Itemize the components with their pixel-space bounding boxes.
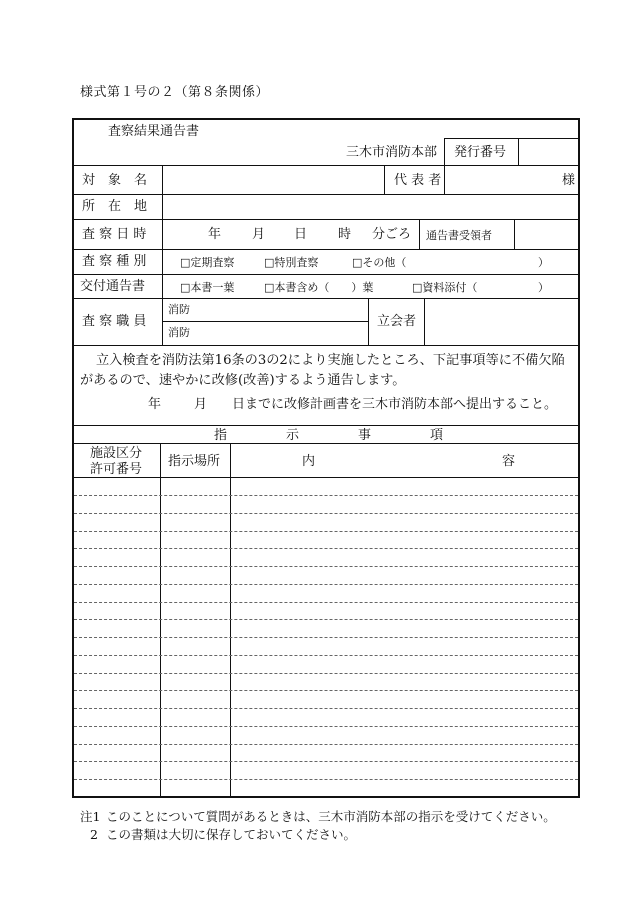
- inspector-dept-2: 消防: [168, 326, 190, 339]
- note-1: 注1 このことについて質問があるときは、三木市消防本部の指示を受けてください。: [80, 809, 556, 824]
- address-label: 所 在 地: [82, 199, 148, 214]
- delivery-attachment: □資料添付（: [412, 281, 478, 294]
- col-line: [419, 219, 420, 249]
- date-hour: 時: [338, 227, 352, 242]
- row-dash: [74, 690, 578, 691]
- col-line: [518, 138, 519, 165]
- issuer: 三木市消防本部: [346, 145, 438, 160]
- row-dash: [74, 566, 578, 567]
- delivery-label: 交付通告書: [80, 279, 146, 294]
- footnotes: [80, 808, 556, 844]
- target-name-label: 対 象 名: [82, 173, 148, 188]
- delivery-including: □本書含め（ ）葉: [264, 281, 374, 294]
- representative-label: 代 表 者: [394, 173, 442, 188]
- row-line: [74, 194, 578, 195]
- col-line: [162, 165, 163, 219]
- row-dash: [74, 744, 578, 745]
- deadline-text: 日までに改修計画書を三木市消防本部へ提出すること。: [232, 397, 558, 412]
- row-dash: [74, 513, 578, 514]
- note-2: 2 この書類は大切に保存しておいてください。: [90, 827, 357, 842]
- inspection-notice-form: [72, 118, 580, 798]
- type-other: □その他（: [352, 256, 407, 269]
- witness-label: 立会者: [377, 314, 417, 329]
- date-month: 月: [252, 227, 266, 242]
- row-dash: [74, 779, 578, 780]
- honorific: 様: [562, 173, 576, 188]
- header-char-4: 項: [430, 428, 444, 443]
- row-dash: [74, 637, 578, 638]
- col-line: [368, 298, 369, 345]
- row-dash: [74, 495, 578, 496]
- header-char-2: 示: [286, 428, 300, 443]
- date-year: 年: [208, 227, 222, 242]
- form-title: 査察結果通告書: [108, 124, 200, 139]
- col-line: [162, 219, 163, 345]
- issue-number-label: 発行番号: [454, 145, 507, 160]
- form-number: 様式第１号の２（第８条関係）: [80, 85, 270, 100]
- row-line: [74, 219, 578, 220]
- row-line: [74, 274, 578, 275]
- header-char-3: 事: [358, 428, 372, 443]
- col-location: 指示場所: [168, 454, 221, 469]
- delivery-attachment-close: ）: [538, 281, 549, 294]
- row-line: [74, 298, 578, 299]
- col-line: [384, 165, 385, 194]
- row-line: [444, 138, 578, 139]
- row-line: [74, 249, 578, 250]
- inspector-dept-1: 消防: [168, 303, 190, 316]
- row-line: [162, 321, 368, 322]
- row-dash: [74, 655, 578, 656]
- recipient-label: 通告書受領者: [426, 229, 492, 242]
- col-line: [424, 298, 425, 345]
- notice-text-2: があるので、速やかに改修(改善)するよう通告します。: [80, 373, 406, 388]
- col-content-2: 容: [502, 454, 516, 469]
- col-facility-line1: 施設区分: [90, 446, 143, 461]
- inspection-date-label: 査 察 日 時: [82, 227, 147, 242]
- type-special: □特別査察: [264, 256, 319, 269]
- row-dash: [74, 531, 578, 532]
- row-line: [74, 425, 578, 426]
- row-dash: [74, 761, 578, 762]
- row-line: [74, 477, 578, 478]
- date-day: 日: [294, 227, 308, 242]
- col-line: [444, 138, 445, 165]
- notice-text-1: 立入検査を消防法第16条の3の2により実施したところ、下記事項等に不備欠陥: [96, 353, 565, 368]
- col-facility-line2: 許可番号: [90, 462, 143, 477]
- row-line: [74, 165, 578, 166]
- delivery-one-sheet: □本書一葉: [180, 281, 235, 294]
- row-dash: [74, 726, 578, 727]
- col-line: [514, 219, 515, 249]
- header-char-1: 指: [214, 428, 228, 443]
- row-dash: [74, 548, 578, 549]
- row-dash: [74, 584, 578, 585]
- row-dash: [74, 619, 578, 620]
- row-line: [74, 345, 578, 346]
- col-content-1: 内: [302, 454, 316, 469]
- inspection-type-label: 査 察 種 別: [82, 254, 147, 269]
- deadline-month: 月: [194, 397, 208, 412]
- type-regular: □定期査察: [180, 256, 235, 269]
- date-minute: 分ごろ: [372, 227, 412, 242]
- col-line: [444, 165, 445, 194]
- row-line: [74, 443, 578, 444]
- row-dash: [74, 673, 578, 674]
- deadline-year: 年: [148, 397, 162, 412]
- type-other-close: ）: [538, 256, 549, 269]
- inspector-label: 査 察 職 員: [82, 314, 147, 329]
- row-dash: [74, 602, 578, 603]
- row-dash: [74, 708, 578, 709]
